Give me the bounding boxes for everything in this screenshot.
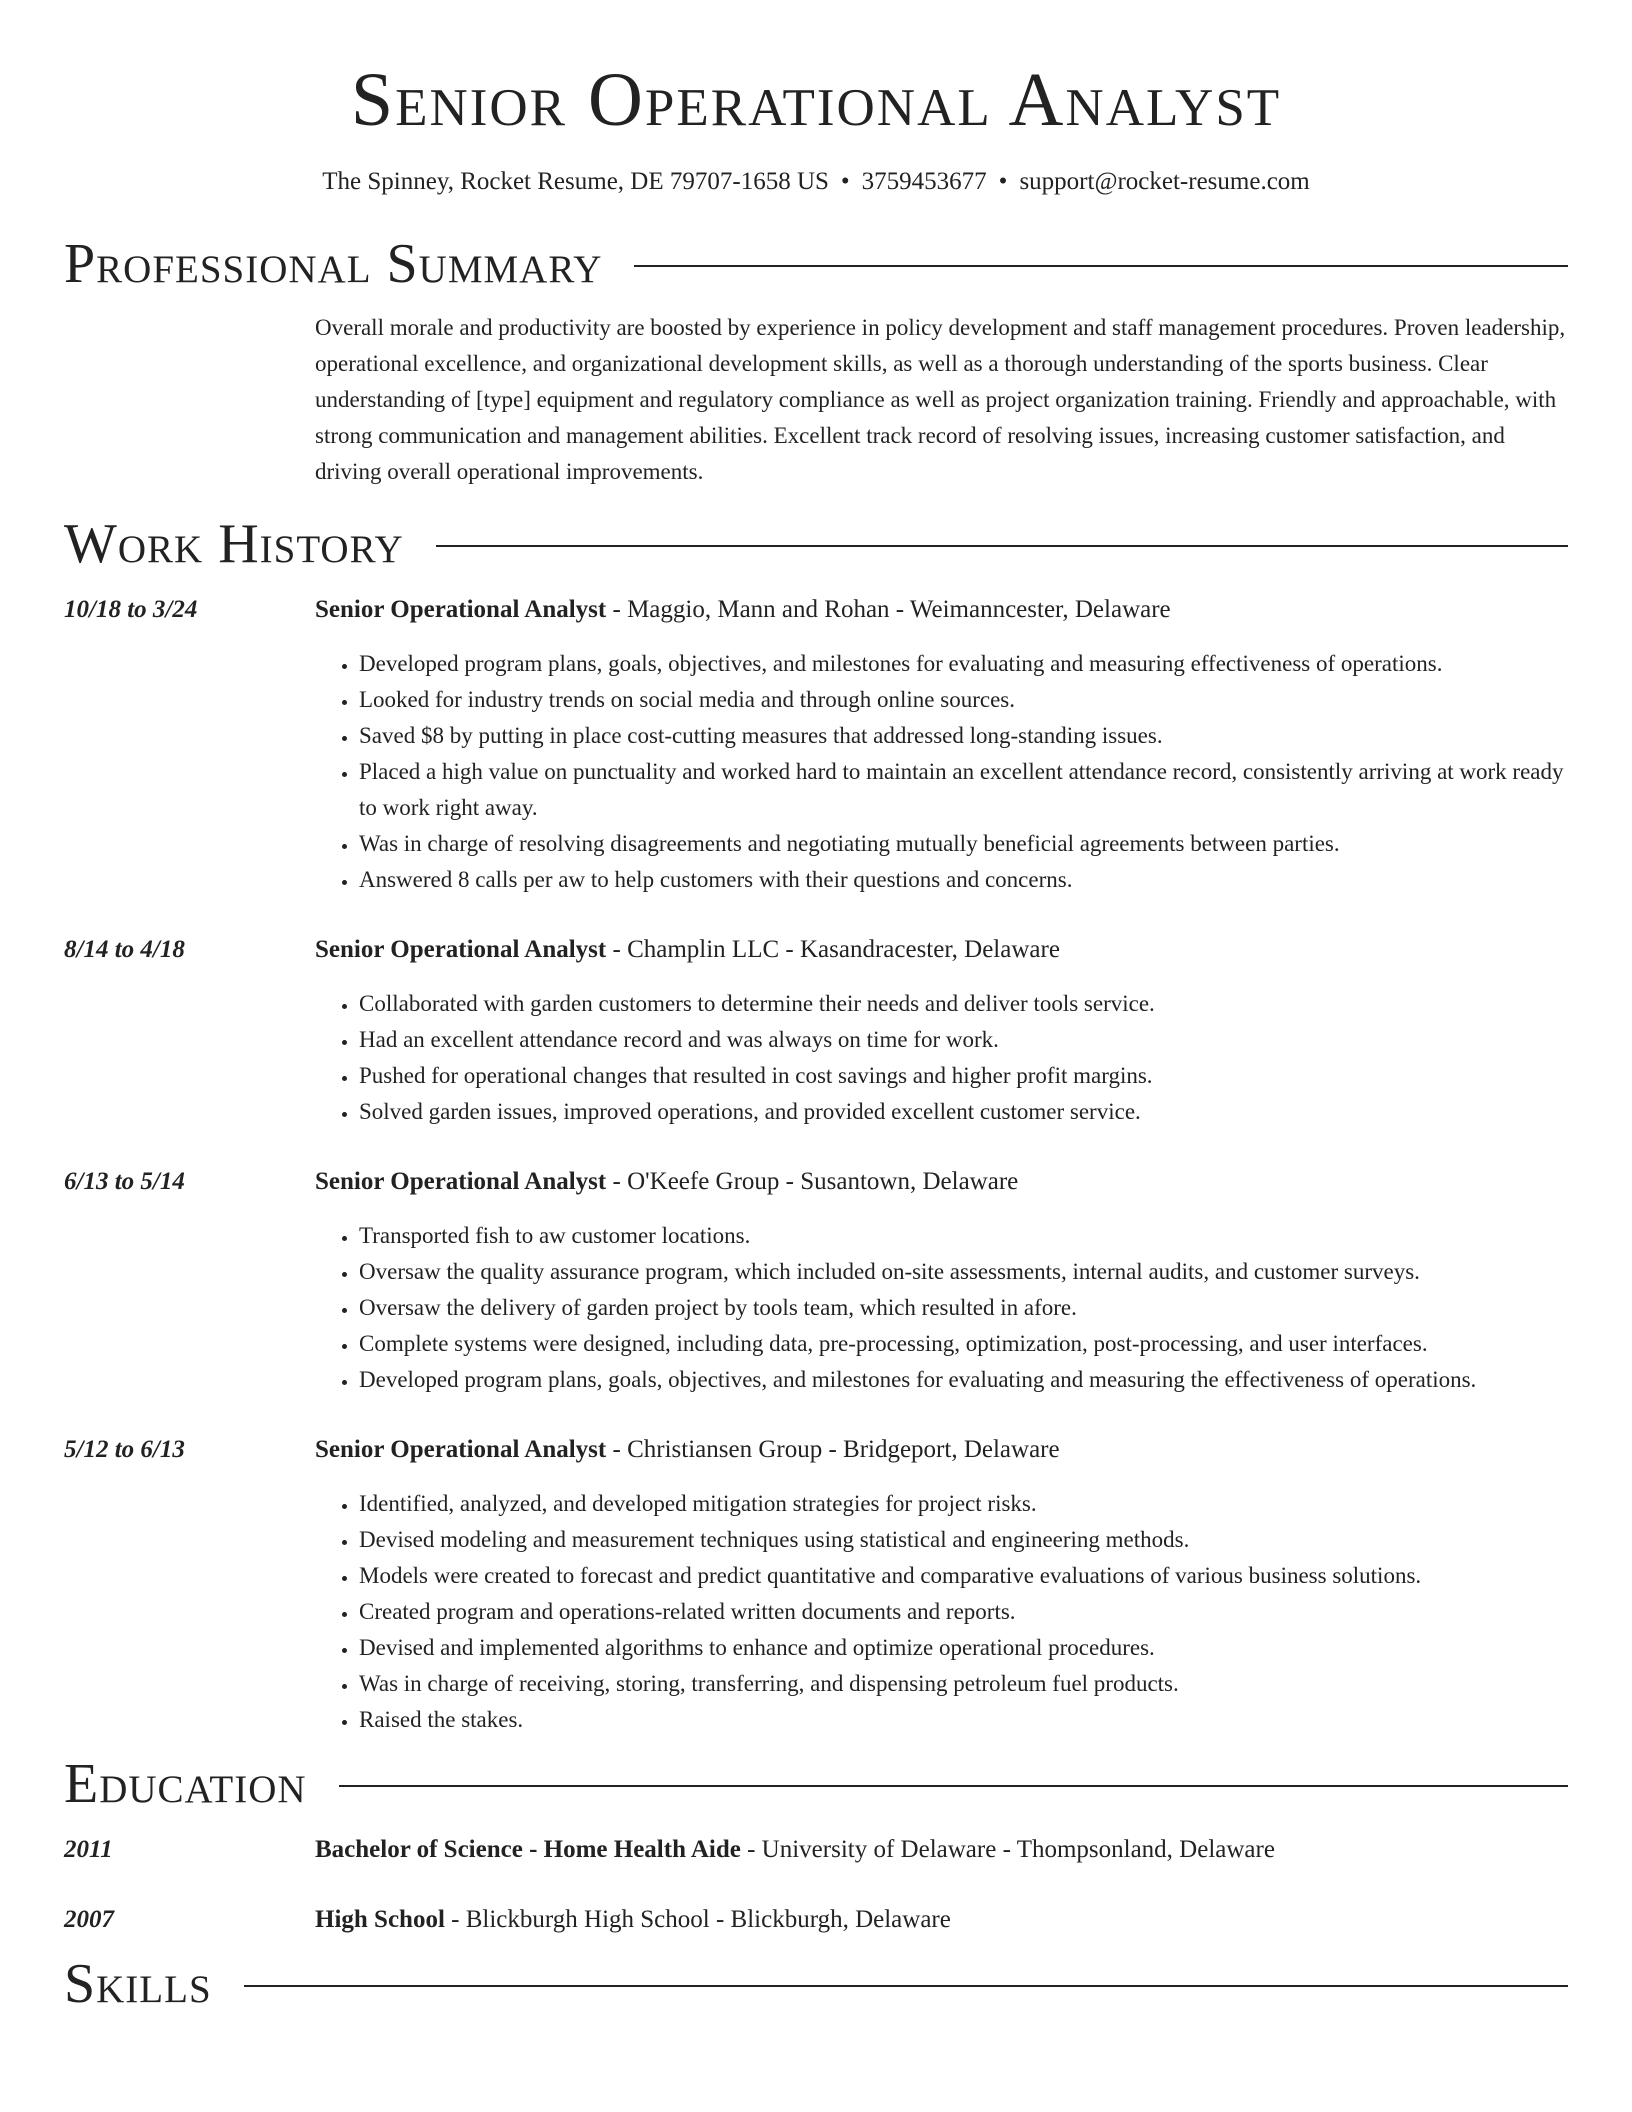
section-divider [634,265,1568,267]
job-bullets [315,1218,1568,1398]
education-body [315,1902,1568,1938]
job-bullet: • Saved $8 by putting in place cost-cutting measures that addressed long-standing issues. [359,718,1568,754]
job-bullet: • Was in charge of receiving, storing, transferring, and dispensing petroleum fuel products. [359,1666,1568,1702]
education-section-header [64,1752,1568,1816]
job-bullet: • Had an excellent attendance record and was always on time for work. [359,1022,1568,1058]
job-bullet: • Identified, analyzed, and developed mitigation strategies for project risks. [359,1486,1568,1522]
job-heading [315,592,1568,628]
contact-phone: 3759453677 [861,168,987,195]
job-entry [64,932,1568,1130]
job-bullet: • Developed program plans, goals, objectives, and milestones for evaluating and measuring the effectiveness of operations. [359,1362,1568,1398]
job-details: - Maggio, Mann and Rohan - Weimanncester, Delaware [606,596,1171,623]
job-heading [315,1164,1568,1200]
job-title: Senior Operational Analyst [315,1168,607,1195]
job-details: - Christiansen Group - Bridgeport, Delaware [606,1436,1060,1463]
education-entry [64,1832,1568,1868]
job-bullet: • Complete systems were designed, including data, pre-processing, optimization, post-processing, and user interfaces. [359,1326,1568,1362]
job-dates: 5/12 to 6/13 [64,1436,185,1463]
job-body [315,592,1568,898]
education-section-title: Education [64,1753,307,1815]
job-details: - O'Keefe Group - Susantown, Delaware [606,1168,1019,1195]
job-entry [64,592,1568,898]
contact-address: The Spinney, Rocket Resume, DE 79707-1658 US [322,168,829,195]
work-section-title: Work History [64,513,404,575]
job-bullets [315,1486,1568,1738]
job-dates: 6/13 to 5/14 [64,1168,185,1195]
job-bullet: • Oversaw the quality assurance program, which included on-site assessments, internal audits, and customer surveys. [359,1254,1568,1290]
job-body [315,1164,1568,1398]
job-heading [315,932,1568,968]
job-bullet: • Transported fish to aw customer locations. [359,1218,1568,1254]
education-degree: Bachelor of Science - Home Health Aide [315,1836,741,1863]
contact-separator: • [998,168,1008,195]
education-list [64,1832,1568,1938]
job-bullet: • Devised and implemented algorithms to enhance and optimize operational procedures. [359,1630,1568,1666]
summary-section-title: Professional Summary [64,233,603,295]
job-title: Senior Operational Analyst [315,596,607,623]
work-history-list [64,592,1568,1738]
job-bullet: • Collaborated with garden customers to determine their needs and deliver tools service. [359,986,1568,1022]
section-divider [436,545,1568,547]
education-year: 2011 [64,1836,113,1863]
job-bullet: • Was in charge of resolving disagreements and negotiating mutually beneficial agreements between parties. [359,826,1568,862]
skills-section-header [64,1952,1568,2016]
education-details: - Blickburgh High School - Blickburgh, Delaware [444,1906,951,1933]
job-bullet: • Looked for industry trends on social media and through online sources. [359,682,1568,718]
education-entry [64,1902,1568,1938]
job-bullets [315,646,1568,898]
skills-section-title: Skills [64,1953,212,2015]
job-bullet: • Pushed for operational changes that resulted in cost savings and higher profit margins. [359,1058,1568,1094]
work-section-header [64,512,1568,576]
resume-page [64,0,1568,2016]
education-body [315,1832,1568,1868]
job-title: Senior Operational Analyst [315,1436,607,1463]
job-bullet: • Devised modeling and measurement techniques using statistical and engineering methods. [359,1522,1568,1558]
job-bullet: • Created program and operations-related written documents and reports. [359,1594,1568,1630]
job-body [315,1432,1568,1738]
job-bullet: • Placed a high value on punctuality and worked hard to maintain an excellent attendance record, consistently arriving at work ready to work right away. [359,754,1568,826]
job-title: Senior Operational Analyst [315,936,607,963]
summary-section-header [64,232,1568,296]
section-divider [339,1785,1568,1787]
education-details: - University of Delaware - Thompsonland, Delaware [740,1836,1275,1863]
job-bullet: • Models were created to forecast and predict quantitative and comparative evaluations of various business solutions. [359,1558,1568,1594]
job-heading [315,1432,1568,1468]
contact-email: support@rocket-resume.com [1019,168,1310,195]
job-dates: 10/18 to 3/24 [64,596,198,623]
job-bullets [315,986,1568,1130]
section-divider [244,1985,1568,1987]
education-degree: High School [315,1906,445,1933]
job-body [315,932,1568,1130]
job-entry [64,1164,1568,1398]
job-bullet: • Developed program plans, goals, objectives, and milestones for evaluating and measuring effectiveness of operations. [359,646,1568,682]
job-bullet: • Oversaw the delivery of garden project by tools team, which resulted in afore. [359,1290,1568,1326]
job-dates: 8/14 to 4/18 [64,936,185,963]
contact-separator: • [840,168,850,195]
job-bullet: • Answered 8 calls per aw to help customers with their questions and concerns. [359,862,1568,898]
job-entry [64,1432,1568,1738]
job-bullet: • Solved garden issues, improved operations, and provided excellent customer service. [359,1094,1568,1130]
job-details: - Champlin LLC - Kasandracester, Delaware [606,936,1060,963]
job-bullet: • Raised the stakes. [359,1702,1568,1738]
contact-line [64,166,1568,198]
page-title: Senior Operational Analyst [350,58,1282,142]
education-year: 2007 [64,1906,114,1933]
summary-text: Overall morale and productivity are boosted by experience in policy development and staff management procedures. Proven leadership, operational excellence, and organizational development skills, as well as a thorough understanding of the sports business. Clear understanding of [type] equipment and regulatory compliance as well as project organization training. Friendly and approachable, with strong communication and management abilities. Excellent track record of resolving issues, increasing customer satisfaction, and driving overall operational improvements. [315,315,1566,484]
